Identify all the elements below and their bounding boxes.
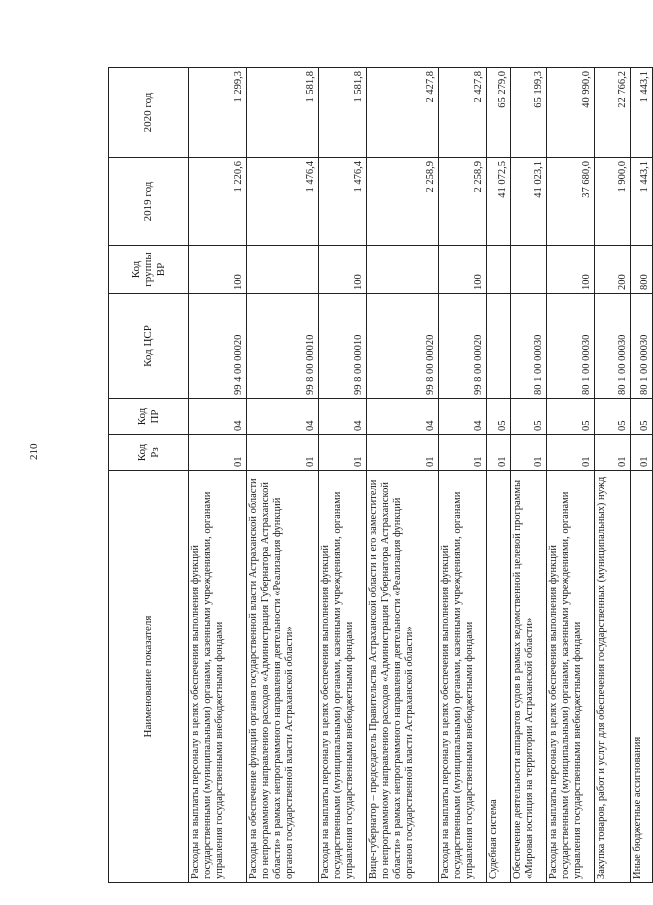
cell-csr: 99 8 00 00010 bbox=[247, 294, 319, 399]
cell-csr: 80 1 00 00030 bbox=[511, 294, 547, 399]
header-vr: Код группы ВР bbox=[109, 246, 189, 294]
cell-rz: 01 bbox=[511, 435, 547, 471]
cell-csr: 99 4 00 00020 bbox=[189, 294, 247, 399]
rotated-table-container bbox=[108, 68, 651, 883]
cell-2020: 1 581,8 bbox=[319, 68, 367, 158]
header-2019: 2019 год bbox=[109, 158, 189, 246]
budget-table bbox=[108, 67, 653, 883]
cell-pr: 04 bbox=[439, 399, 487, 435]
cell-csr: 80 1 00 00030 bbox=[631, 294, 653, 399]
cell-2019: 2 258,9 bbox=[367, 158, 439, 246]
table-row bbox=[595, 68, 631, 883]
header-name: Наименование показателя bbox=[109, 471, 189, 883]
cell-csr: 99 8 00 00020 bbox=[439, 294, 487, 399]
cell-2020: 2 427,8 bbox=[367, 68, 439, 158]
table-row bbox=[189, 68, 247, 883]
cell-name: Расходы на выплаты персоналу в целях обеспечения выполнения функций государственными (муниципальными) органами, казенными учреждениями, органами управления государственными внебюджетными фондами bbox=[189, 471, 247, 883]
cell-pr: 04 bbox=[247, 399, 319, 435]
table-row bbox=[487, 68, 511, 883]
cell-name: Судебная система bbox=[487, 471, 511, 883]
cell-vr: 800 bbox=[631, 246, 653, 294]
cell-csr: 80 1 00 00030 bbox=[547, 294, 595, 399]
cell-rz: 01 bbox=[319, 435, 367, 471]
table-row bbox=[511, 68, 547, 883]
cell-name: Расходы на обеспечение функций органов государственной власти Астраханской области по непрограммному направлению расходов «Администрация Губернатора Астраханской области» в рамках непрограммного направления деятельности «Реализация функций органов государственной власти Астраханской области» bbox=[247, 471, 319, 883]
cell-rz: 01 bbox=[439, 435, 487, 471]
cell-vr: 100 bbox=[319, 246, 367, 294]
cell-rz: 01 bbox=[547, 435, 595, 471]
cell-2020: 22 766,2 bbox=[595, 68, 631, 158]
cell-name: Иные бюджетные ассигнования bbox=[631, 471, 653, 883]
cell-vr bbox=[367, 246, 439, 294]
cell-rz: 01 bbox=[189, 435, 247, 471]
page-number: 210 bbox=[28, 443, 40, 460]
cell-pr: 05 bbox=[547, 399, 595, 435]
header-row bbox=[109, 68, 189, 883]
cell-rz: 01 bbox=[487, 435, 511, 471]
cell-pr: 05 bbox=[595, 399, 631, 435]
cell-name: Расходы на выплаты персоналу в целях обеспечения выполнения функций государственными (муниципальными) органами, казенными учреждениями, органами управления государственными внебюджетными фондами bbox=[547, 471, 595, 883]
cell-vr: 100 bbox=[439, 246, 487, 294]
cell-2019: 1 900,0 bbox=[595, 158, 631, 246]
cell-pr: 05 bbox=[631, 399, 653, 435]
cell-2020: 65 279,0 bbox=[487, 68, 511, 158]
cell-2019: 1 220,6 bbox=[189, 158, 247, 246]
cell-pr: 04 bbox=[319, 399, 367, 435]
cell-name: Расходы на выплаты персоналу в целях обеспечения выполнения функций государственными (муниципальными) органами, казенными учреждениями, органами управления государственными внебюджетными фондами bbox=[439, 471, 487, 883]
table-row bbox=[439, 68, 487, 883]
cell-pr: 04 bbox=[367, 399, 439, 435]
cell-2019: 1 476,4 bbox=[247, 158, 319, 246]
table-row bbox=[319, 68, 367, 883]
header-2020: 2020 год bbox=[109, 68, 189, 158]
cell-name: Вице-губернатор – председатель Правительства Астраханской области и его заместители по непрограммному направлению расходов «Администрация Губернатора Астраханской области» в рамках непрограммного направления деятельности «Реализация функций органов государственной власти Астраханской области» bbox=[367, 471, 439, 883]
cell-2019: 41 023,1 bbox=[511, 158, 547, 246]
cell-2020: 1 299,3 bbox=[189, 68, 247, 158]
cell-vr bbox=[487, 246, 511, 294]
cell-rz: 01 bbox=[367, 435, 439, 471]
cell-pr: 05 bbox=[511, 399, 547, 435]
cell-2019: 1 443,1 bbox=[631, 158, 653, 246]
cell-csr: 80 1 00 00030 bbox=[595, 294, 631, 399]
cell-vr: 100 bbox=[547, 246, 595, 294]
cell-2020: 40 990,0 bbox=[547, 68, 595, 158]
cell-name: Обеспечение деятельности аппаратов судов в рамках ведомственной целевой программы «Мировая юстиция на территории Астраханской области» bbox=[511, 471, 547, 883]
cell-2019: 1 476,4 bbox=[319, 158, 367, 246]
cell-pr: 04 bbox=[189, 399, 247, 435]
cell-2019: 37 680,0 bbox=[547, 158, 595, 246]
cell-csr: 99 8 00 00020 bbox=[367, 294, 439, 399]
table-row bbox=[631, 68, 653, 883]
cell-name: Закупка товаров, работ и услуг для обеспечения государственных (муниципальных) нужд bbox=[595, 471, 631, 883]
cell-csr: 99 8 00 00010 bbox=[319, 294, 367, 399]
table-row bbox=[367, 68, 439, 883]
cell-2020: 2 427,8 bbox=[439, 68, 487, 158]
table-row bbox=[247, 68, 319, 883]
cell-2019: 41 072,5 bbox=[487, 158, 511, 246]
cell-2020: 1 581,8 bbox=[247, 68, 319, 158]
cell-vr: 100 bbox=[189, 246, 247, 294]
cell-vr: 200 bbox=[595, 246, 631, 294]
cell-name: Расходы на выплаты персоналу в целях обеспечения выполнения функций государственными (муниципальными) органами, казенными учреждениями, органами управления государственными внебюджетными фондами bbox=[319, 471, 367, 883]
cell-csr bbox=[487, 294, 511, 399]
cell-rz: 01 bbox=[595, 435, 631, 471]
cell-pr: 05 bbox=[487, 399, 511, 435]
cell-vr bbox=[511, 246, 547, 294]
cell-2019: 2 258,9 bbox=[439, 158, 487, 246]
cell-2020: 65 199,3 bbox=[511, 68, 547, 158]
cell-2020: 1 443,1 bbox=[631, 68, 653, 158]
header-rz: Код Рз bbox=[109, 435, 189, 471]
header-csr: Код ЦСР bbox=[109, 294, 189, 399]
cell-vr bbox=[247, 246, 319, 294]
table-row bbox=[547, 68, 595, 883]
cell-rz: 01 bbox=[247, 435, 319, 471]
cell-rz: 01 bbox=[631, 435, 653, 471]
header-pr: Код ПР bbox=[109, 399, 189, 435]
